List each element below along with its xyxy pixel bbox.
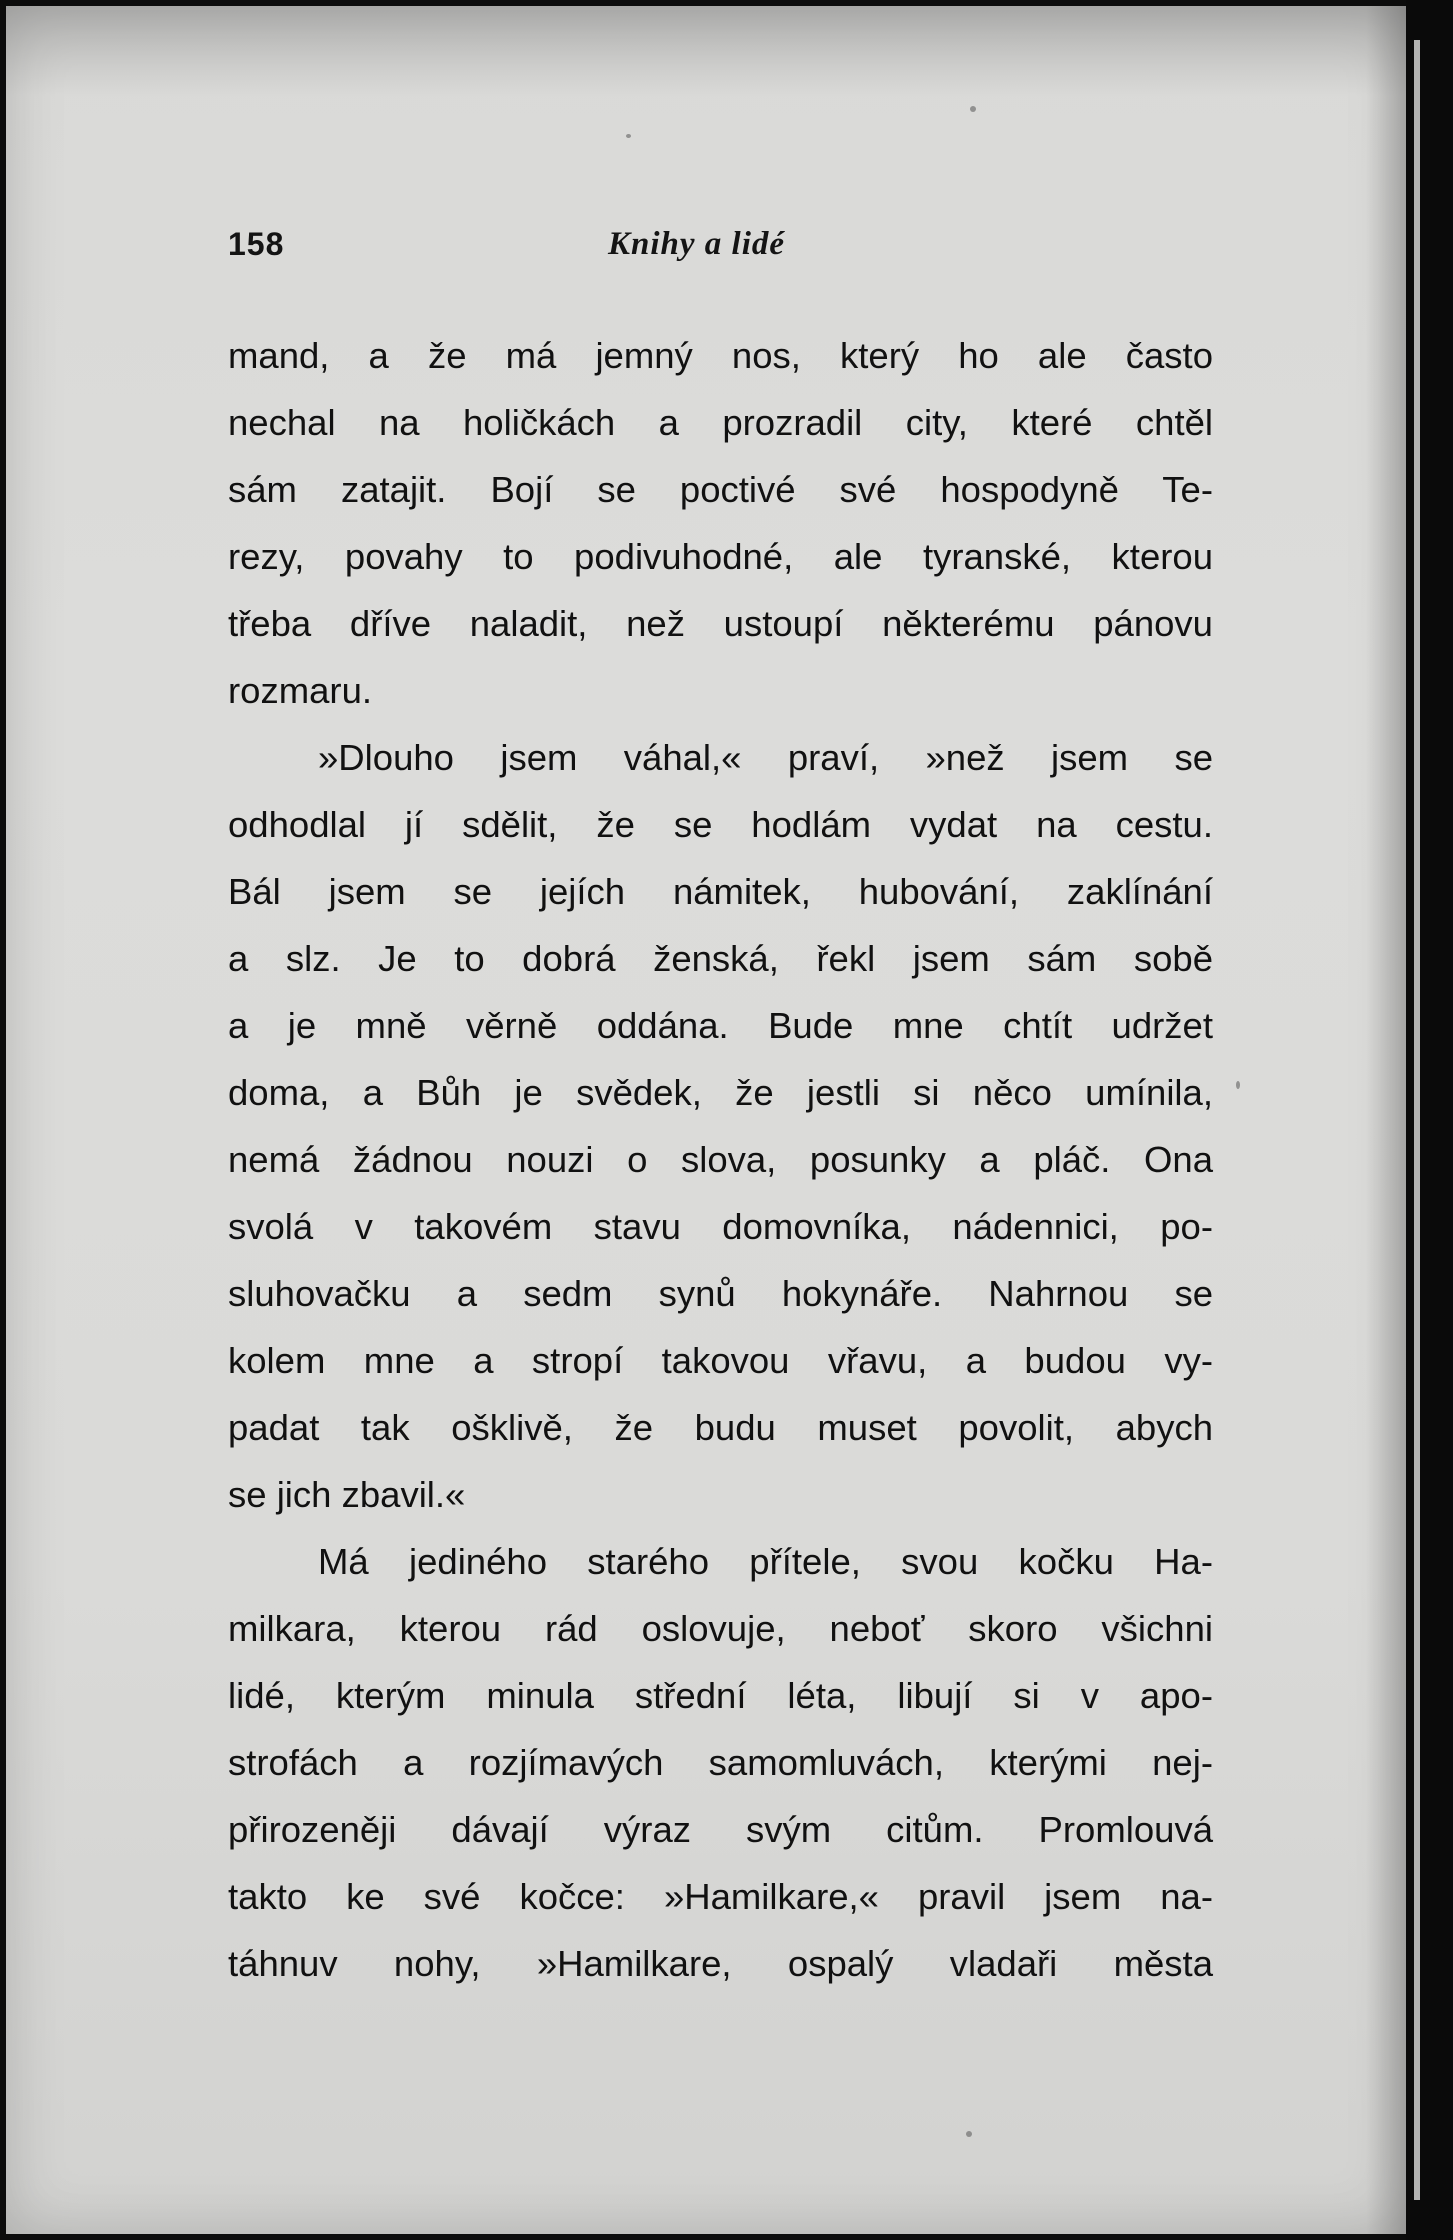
text-line: táhnuv nohy, »Hamilkare, ospalý vladaři města — [228, 1943, 1213, 1984]
text-line: »Dlouho jsem váhal,« praví, »než jsem se — [318, 737, 1213, 778]
scan-speck — [970, 106, 976, 112]
text-line: takto ke své kočce: »Hamilkare,« pravil jsem na- — [228, 1876, 1213, 1917]
scan-speck — [1236, 1081, 1240, 1089]
page-number: 158 — [228, 226, 285, 262]
text-line: nechal na holičkách a prozradil city, které chtěl — [228, 402, 1213, 443]
page-edge-strip — [1414, 40, 1420, 2200]
running-head — [228, 226, 1213, 274]
scan-speck — [966, 2131, 972, 2137]
text-line: padat tak ošklivě, že budu muset povolit, abych — [228, 1407, 1213, 1448]
text-line: sám zatajit. Bojí se poctivé své hospodyně Te- — [228, 469, 1213, 510]
text-line: lidé, kterým minula střední léta, libují si v apo- — [228, 1675, 1213, 1716]
text-line: sluhovačku a sedm synů hokynáře. Nahrnou se — [228, 1273, 1213, 1314]
text-line: a slz. Je to dobrá ženská, řekl jsem sám sobě — [228, 938, 1213, 979]
text-line: a je mně věrně oddána. Bude mne chtít udržet — [228, 1005, 1213, 1046]
text-line: třeba dříve naladit, než ustoupí některému pánovu — [228, 603, 1213, 644]
text-line: nemá žádnou nouzi o slova, posunky a pláč. Ona — [228, 1139, 1213, 1180]
text-line: Má jediného starého přítele, svou kočku Ha- — [318, 1541, 1213, 1582]
scan-speck — [626, 134, 631, 138]
text-line: strofách a rozjímavých samomluvách, kterými nej- — [228, 1742, 1213, 1783]
paragraph-3 — [228, 1528, 1213, 1997]
text-line: odhodlal jí sdělit, že se hodlám vydat na cestu. — [228, 804, 1213, 845]
text-line: mand, a že má jemný nos, který ho ale často — [228, 335, 1213, 376]
running-title: Knihy a lidé — [608, 226, 786, 262]
text-line: milkara, kterou rád oslovuje, neboť skoro všichni — [228, 1608, 1213, 1649]
body-text — [228, 322, 1213, 1997]
text-line: doma, a Bůh je svědek, že jestli si něco umínila, — [228, 1072, 1213, 1113]
text-line: kolem mne a stropí takovou vřavu, a budou vy- — [228, 1340, 1213, 1381]
text-line: svolá v takovém stavu domovníka, nádennici, po- — [228, 1206, 1213, 1247]
text-line: rezy, povahy to podivuhodné, ale tyranské, kterou — [228, 536, 1213, 577]
text-line: se jich zbavil.« — [228, 1474, 466, 1515]
paragraph-2 — [228, 724, 1213, 1528]
text-line: rozmaru. — [228, 670, 373, 711]
text-line: přirozeněji dávají výraz svým citům. Promlouvá — [228, 1809, 1213, 1850]
paragraph-1 — [228, 322, 1213, 724]
text-line: Bál jsem se jejích námitek, hubování, zaklínání — [228, 871, 1213, 912]
